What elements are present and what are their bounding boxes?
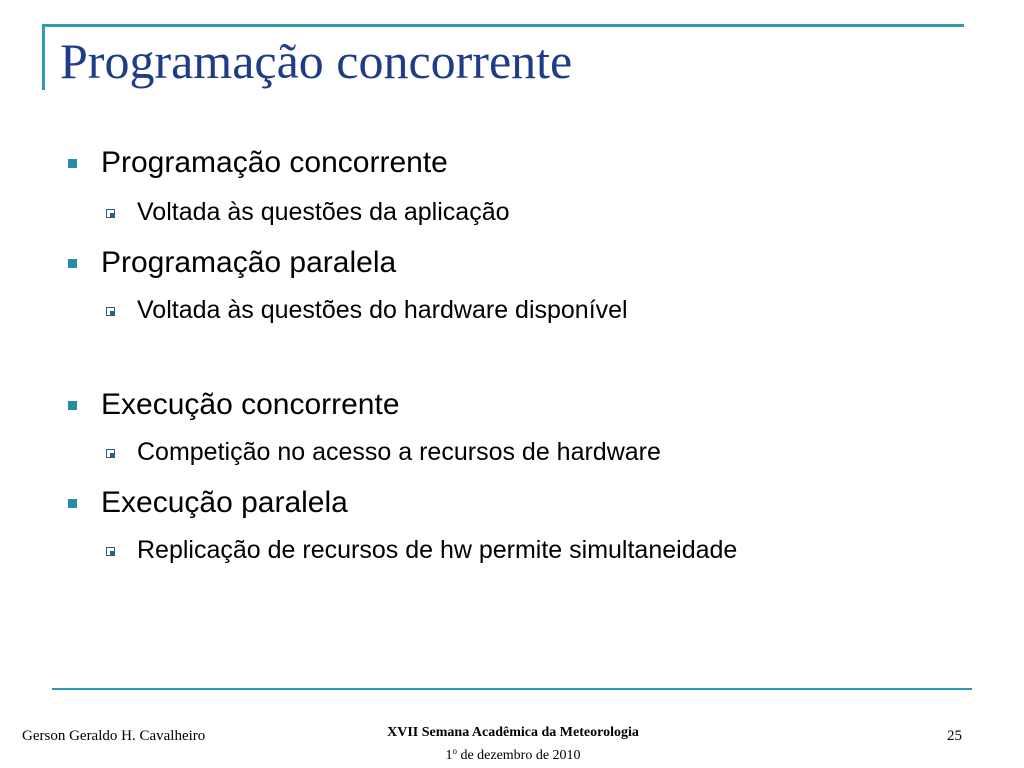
hollow-square-bullet-icon bbox=[106, 547, 115, 556]
footer-event-block bbox=[340, 724, 686, 765]
hollow-square-bullet-icon bbox=[106, 209, 115, 218]
hollow-square-bullet-icon bbox=[106, 307, 115, 316]
footer-event: XVII Semana Acadêmica da Meteorologia bbox=[387, 725, 639, 740]
bullet-text: Execução concorrente bbox=[101, 388, 400, 421]
bullet-text: Execução paralela bbox=[101, 486, 348, 519]
bullet-text: Programação paralela bbox=[101, 246, 397, 279]
sub-bullet-text: Competição no acesso a recursos de hardware bbox=[137, 438, 661, 466]
hollow-square-bullet-icon bbox=[106, 449, 115, 458]
footer-date bbox=[340, 742, 686, 765]
slide-title: Programação concorrente bbox=[60, 33, 573, 89]
page-number: 25 bbox=[947, 728, 962, 744]
footer-date-rest: de dezembro de 2010 bbox=[456, 748, 581, 763]
footer-date-ordinal: o bbox=[452, 746, 457, 756]
square-bullet-icon bbox=[68, 259, 77, 268]
footer-author: Gerson Geraldo H. Cavalheiro bbox=[22, 728, 206, 744]
square-bullet-icon bbox=[68, 401, 77, 410]
footer-divider bbox=[52, 688, 972, 690]
sub-bullet-text: Voltada às questões da aplicação bbox=[137, 198, 510, 226]
sub-bullet-text: Voltada às questões do hardware disponível bbox=[137, 296, 628, 324]
square-bullet-icon bbox=[68, 499, 77, 508]
sub-bullet-text: Replicação de recursos de hw permite simultaneidade bbox=[137, 536, 738, 564]
bullet-text: Programação concorrente bbox=[101, 146, 448, 179]
footer-date-day: 1 bbox=[445, 748, 453, 763]
square-bullet-icon bbox=[68, 159, 77, 168]
